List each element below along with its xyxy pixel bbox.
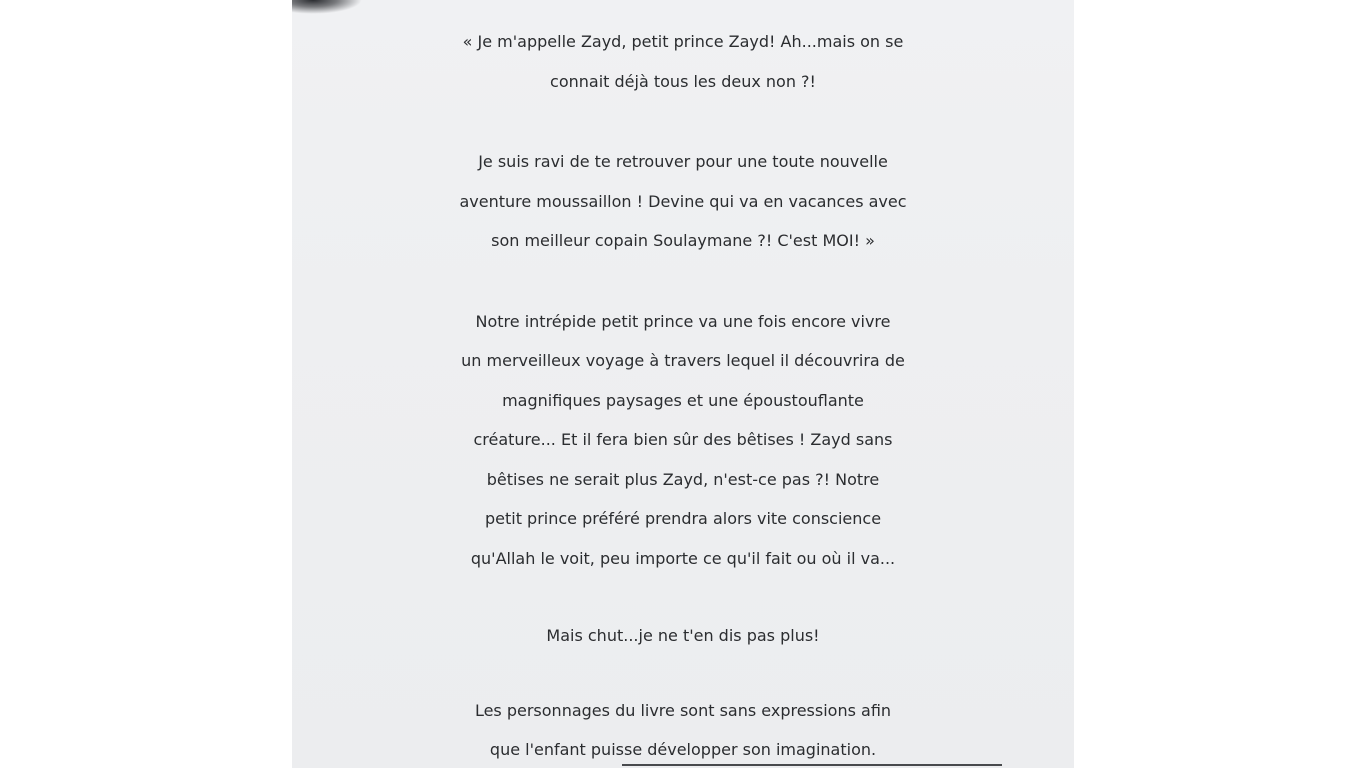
- text-line: Notre intrépide petit prince va une fois encore vivre: [475, 311, 891, 331]
- text-line: aventure moussaillon ! Devine qui va en vacances avec: [459, 191, 907, 211]
- text-line: un merveilleux voyage à travers lequel il découvrira de: [461, 351, 905, 370]
- blurb-text: [292, 22, 1074, 768]
- bottom-rule: [622, 764, 1002, 766]
- paragraph-intro-quote: [292, 22, 1074, 101]
- text-line: Je suis ravi de te retrouver pour une toute nouvelle: [478, 152, 888, 171]
- text-line: créature... Et il fera bien sûr des bêtises ! Zayd sans: [473, 430, 893, 449]
- paragraph-note: [292, 691, 1074, 768]
- book-back-cover: [292, 0, 1074, 768]
- paragraph-story-summary: [292, 302, 1074, 579]
- text-line: son meilleur copain Soulaymane ?! C'est MOI! »: [491, 231, 875, 250]
- corner-shadow: [292, 0, 362, 14]
- text-line: bêtises ne serait plus Zayd, n'est-ce pas ?! Notre: [486, 469, 880, 489]
- text-line: qu'Allah le voit, peu importe ce qu'il fait ou où il va...: [470, 548, 896, 568]
- paragraph-teaser: [292, 616, 1074, 656]
- text-line: que l'enfant puisse développer son imagination.: [489, 740, 877, 759]
- text-line: « Je m'appelle Zayd, petit prince Zayd! Ah...mais on se: [462, 32, 904, 51]
- paragraph-quote-continued: [292, 142, 1074, 261]
- text-line: petit prince préféré prendra alors vite conscience: [484, 509, 882, 528]
- text-line: Les personnages du livre sont sans expressions afin: [474, 700, 892, 720]
- text-line: connait déjà tous les deux non ?!: [550, 71, 816, 91]
- text-line: Mais chut...je ne t'en dis pas plus!: [546, 626, 820, 645]
- text-line: magnifiques paysages et une époustouflante: [502, 390, 864, 410]
